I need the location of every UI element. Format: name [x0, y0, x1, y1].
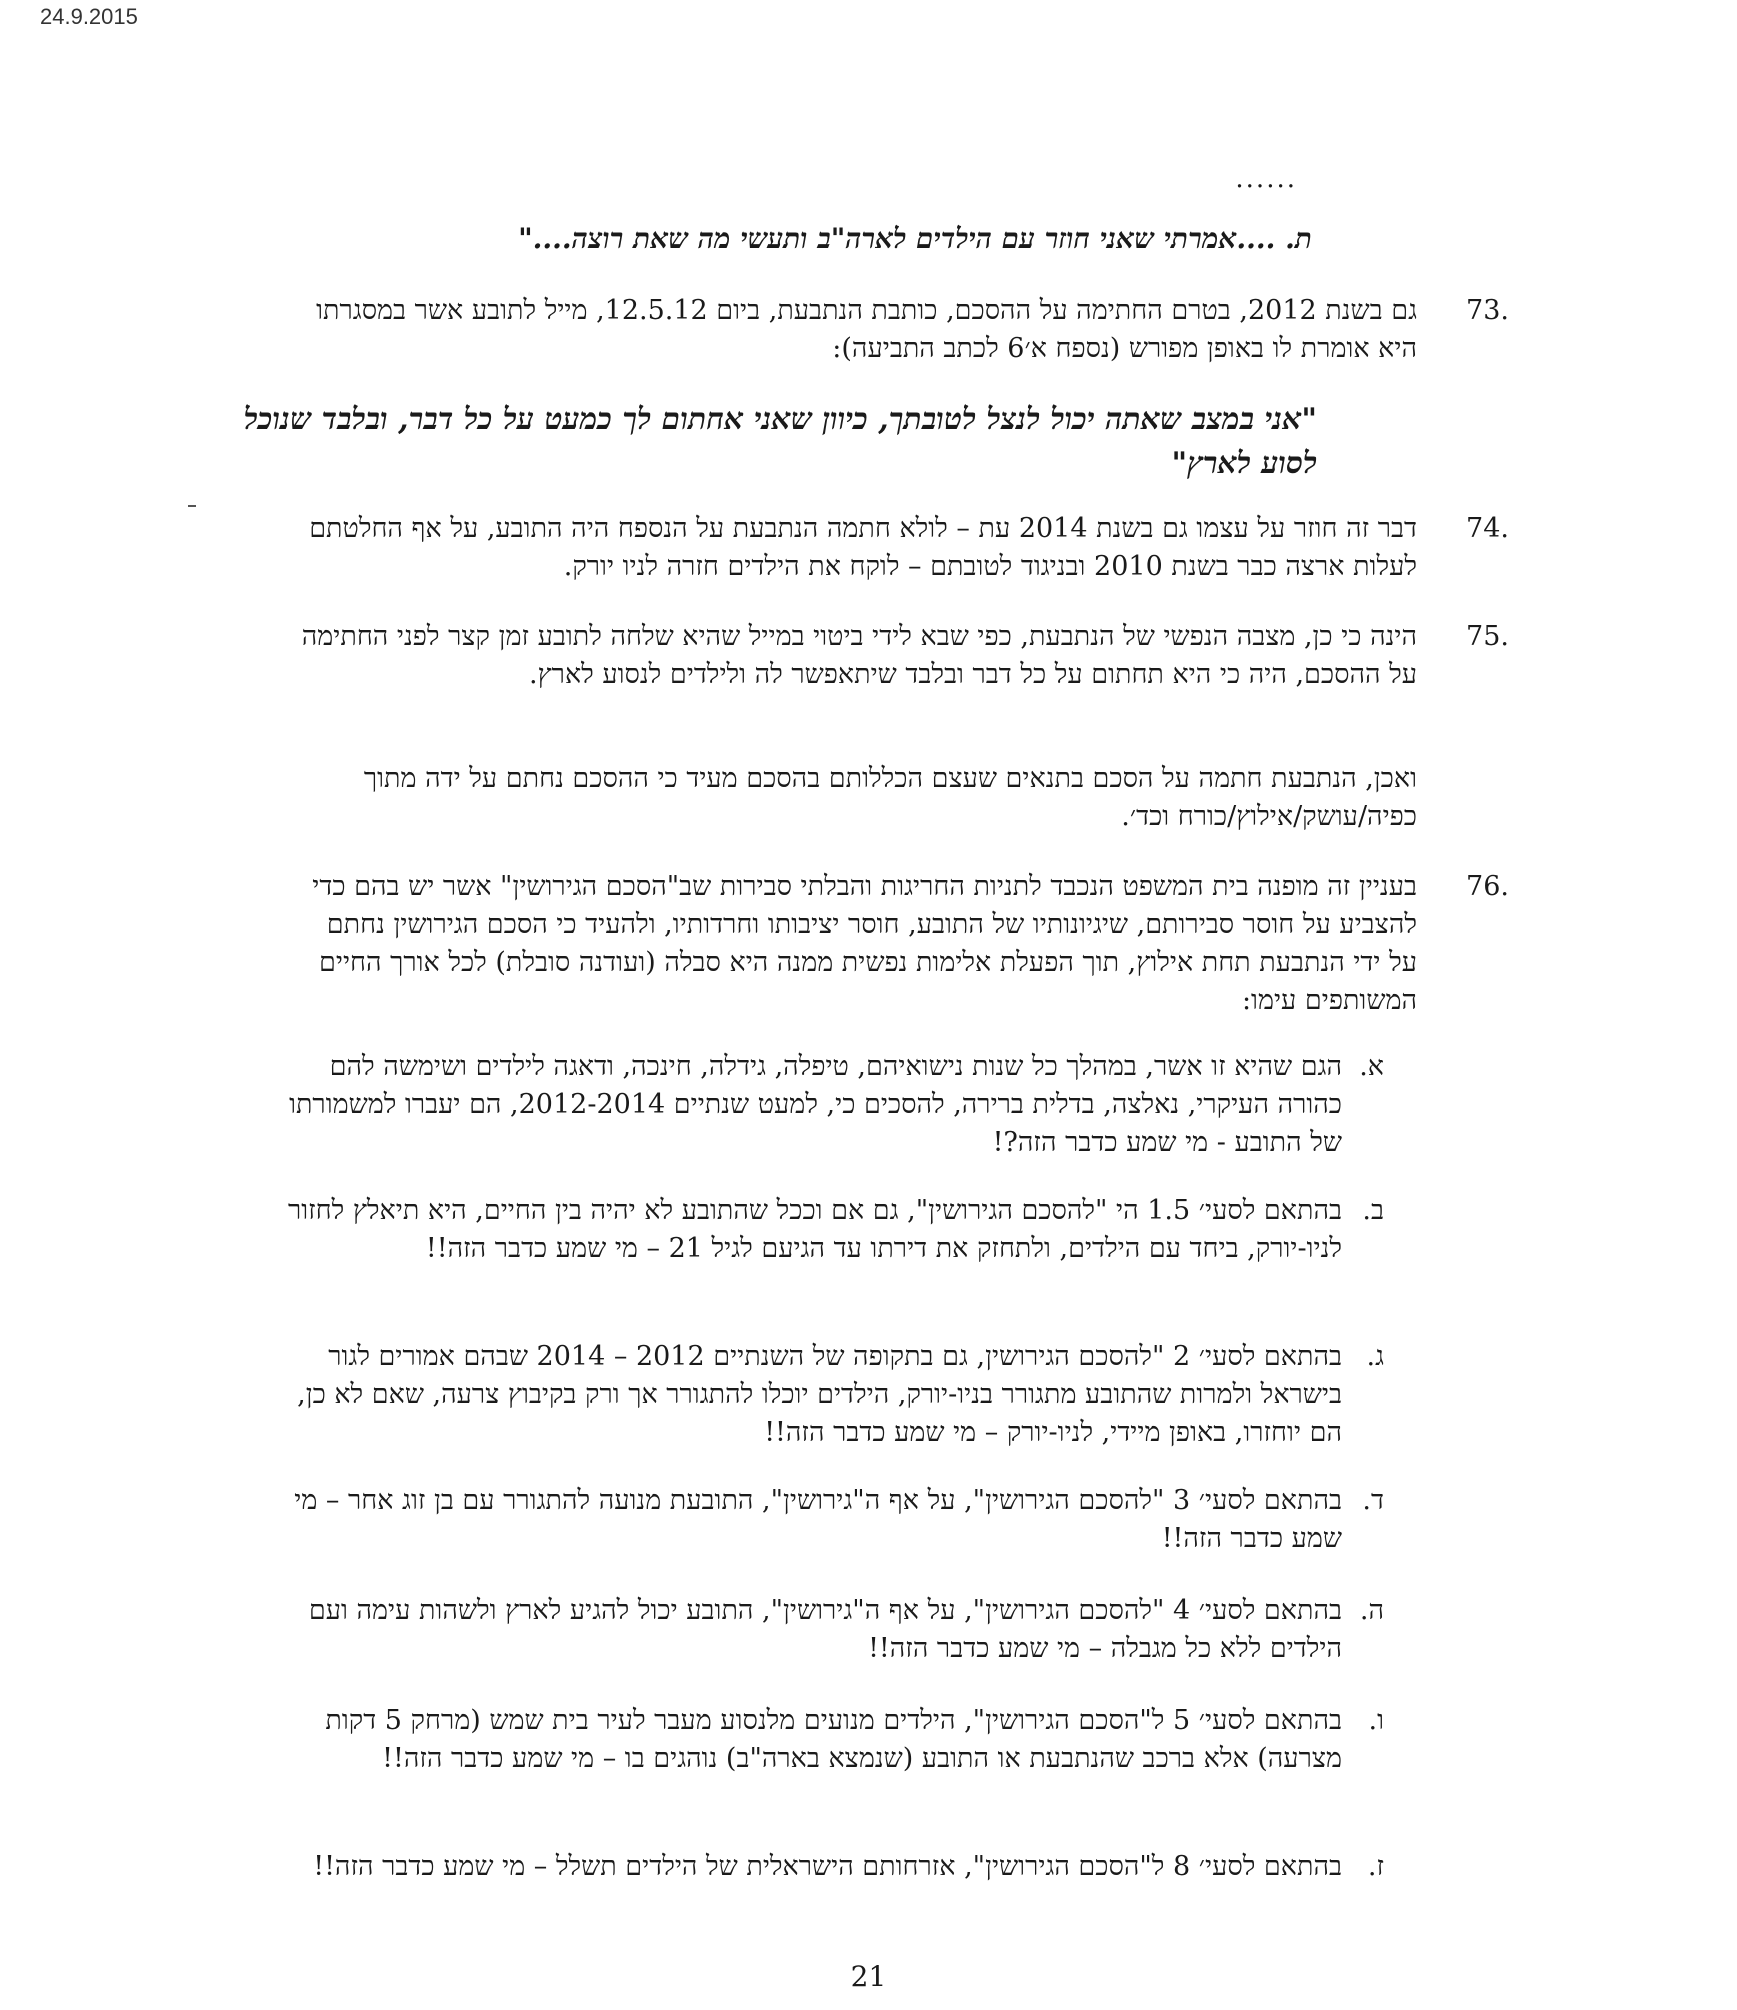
quoted-answer: ת. ....אמרתי שאני חוזר עם הילדים לארה"ב ותעשי מה שאת רוצה...."	[518, 222, 1312, 255]
paragraph-75-continuation: ואכן, הנתבעת חתמה על הסכם בתנאים שעצם הכללותם בהסכם מעיד כי ההסכם נחתם על ידה מתוך כפיה/עושק/אילוץ/כורח וכד׳.	[363, 763, 1417, 832]
sub-item-alef	[277, 1048, 1384, 1162]
sub-item-text: בהתאם לסעי׳ 1.5 הי "להסכם הגירושין", גם אם וככל שהתובע לא יהיה בין החיים, היא תיאלץ לחזור לניו-יורק, ביחד עם הילדים, ולתחזק את דירתו עד הגיעם לגיל 21 – מי שמע כדבר הזה!!	[287, 1195, 1342, 1264]
paragraph-number: 74.	[1466, 513, 1509, 544]
paragraph-number: 76.	[1466, 871, 1509, 902]
sub-item-he	[277, 1592, 1384, 1668]
sub-item-text: בהתאם לסעי׳ 4 "להסכם הגירושין", על אף ה"גירושין", התובע יכול להגיע לארץ ולשהות עימה ועם הילדים ללא כל מגבלה – מי שמע כדבר הזה!!	[308, 1595, 1342, 1664]
sub-item-text: הגם שהיא זו אשר, במהלך כל שנות נישואיהם, טיפלה, גידלה, חינכה, ודאגה לילדים ושימשה להם כהורה העיקרי, נאלצה, בדלית ברירה, להסכים כי, למעט שנתיים 2012-2014, הם יעברו למשמורתו של התובע - מי שמע כדבר הזה?!	[289, 1051, 1342, 1158]
paragraph-text: גם בשנת 2012, בטרם החתימה על ההסכם, כותבת הנתבעת, ביום 12.5.12, מייל לתובע אשר במסגרתו היא אומרת לו באופן מפורש (נספח א׳6 לכתב התביעה):	[316, 295, 1417, 364]
sub-item-letter: ו.	[1368, 1705, 1384, 1736]
page-number: 21	[850, 1960, 887, 1993]
paragraph-number: 75.	[1466, 621, 1509, 652]
date-stamp: 24.9.2015	[40, 4, 138, 29]
paragraph-75	[297, 618, 1509, 694]
sub-item-letter: ב.	[1362, 1195, 1384, 1226]
email-quote: "אני במצב שאתה יכול לנצל לטובתך, כיוון שאני אחתום לך כמעט על כל דבר, ובלבד שנוכל לסוע לארץ"	[243, 402, 1317, 481]
sub-item-text: בהתאם לסעי׳ 8 ל"הסכם הגירושין", אזרחותם הישראלית של הילדים תשלל – מי שמע כדבר הזה!!	[313, 1851, 1342, 1882]
sub-item-letter: ג.	[1366, 1341, 1384, 1372]
paragraph-73	[297, 292, 1509, 368]
sub-item-gimel	[277, 1338, 1384, 1452]
sub-item-letter: ז.	[1367, 1851, 1384, 1882]
paragraph-text: הינה כי כן, מצבה הנפשי של הנתבעת, כפי שבא לידי ביטוי במייל שהיא שלחה לתובע זמן קצר לפני החתימה על ההסכם, היה כי היא תחתום על כל דבר ובלבד שיתאפשר לה ולילדים לנסוע לארץ.	[301, 621, 1417, 690]
sub-item-dalet	[277, 1482, 1384, 1558]
ellipsis: ......	[1235, 164, 1297, 194]
sub-item-letter: ה.	[1359, 1595, 1384, 1626]
sub-item-bet	[277, 1192, 1384, 1268]
scan-mark	[188, 505, 196, 507]
sub-item-zayin	[277, 1848, 1384, 1886]
paragraph-76	[297, 868, 1509, 1020]
sub-item-vav	[277, 1702, 1384, 1778]
sub-item-letter: ד.	[1362, 1485, 1384, 1516]
paragraph-text: דבר זה חוזר על עצמו גם בשנת 2014 עת – לולא חתמה הנתבעת על הנספח היה התובע, על אף החלטתם לעלות ארצה כבר בשנת 2010 ובניגוד לטובתם – לוקח את הילדים חזרה לניו יורק.	[309, 513, 1417, 582]
sub-item-letter: א.	[1359, 1051, 1384, 1082]
sub-item-text: בהתאם לסעי׳ 3 "להסכם הגירושין", על אף ה"גירושין", התובעת מנועה להתגורר עם בן זוג אחר – מי שמע כדבר הזה!!	[294, 1485, 1342, 1554]
sub-item-text: בהתאם לסעי׳ 2 "להסכם הגירושין, גם בתקופה של השנתיים 2012 – 2014 שבהם אמורים לגור בישראל ולמרות שהתובע מתגורר בניו-יורק, הילדים יוכלו להתגורר אך ורק בקיבוץ צרעה, שאם לא כן, הם יוחזרו, באופן מיידי, לניו-יורק – מי שמע כדבר הזה!!	[297, 1341, 1342, 1448]
paragraph-74	[297, 510, 1509, 586]
sub-item-text: בהתאם לסעי׳ 5 ל"הסכם הגירושין", הילדים מנועים מלנסוע מעבר לעיר בית שמש (מרחק 5 דקות מצרעה) אלא ברכב שהנתבעת או התובע (שנמצא בארה"ב) נוהגים בו – מי שמע כדבר הזה!!	[325, 1705, 1342, 1774]
paragraph-number: 73.	[1466, 295, 1509, 326]
paragraph-text: בעניין זה מופנה בית המשפט הנכבד לתניות החריגות והבלתי סבירות שב"הסכם הגירושין" אשר יש בהם כדי להצביע על חוסר סבירותם, שיגיונותיו של התובע, חוסר יציבותו וחרדותיו, ולהעיד כי הסכם הגירושין נחתם על ידי הנתבעת תחת אילוץ, תוך הפעלת אלימות נפשית ממנה היא סבלה (ועודנה סובלת) לכל אורך החיים המשותפים עימו:	[312, 871, 1417, 1016]
